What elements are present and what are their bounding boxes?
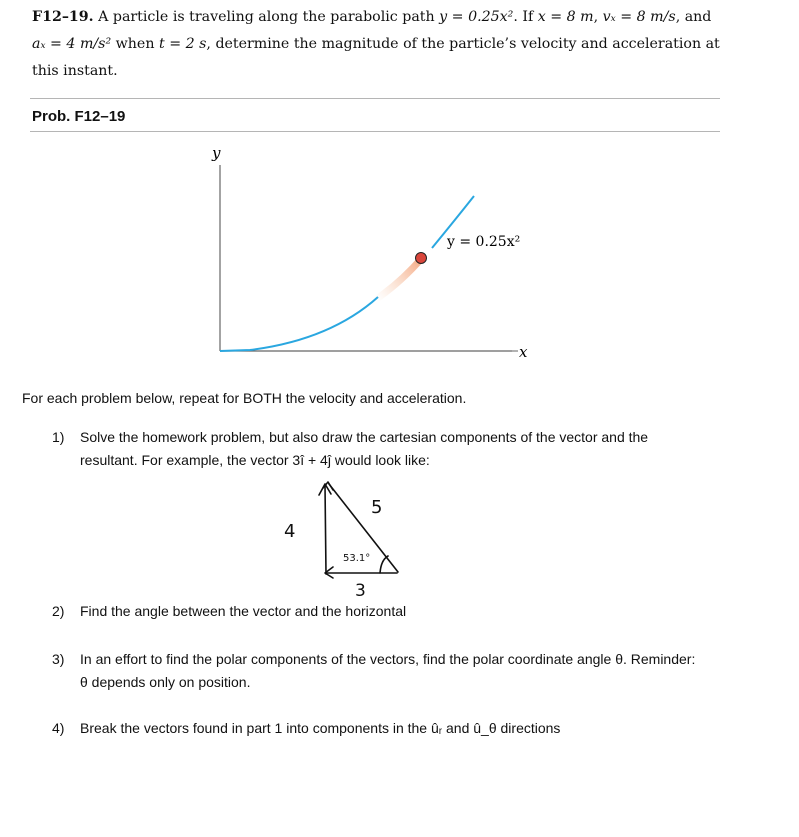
curve-label: y = 0.25x² [447,234,521,250]
sketch-hypotenuse-label: 5 [371,497,383,518]
parabola-curve [220,297,378,351]
sketch-angle-label: 53.1° [343,553,371,564]
x-value: x = 8 m [537,9,594,25]
particle [416,253,427,264]
item-line: Solve the homework problem, but also draw the cartesian components of the vector and the [80,429,649,445]
problem-text: , [593,9,603,25]
problem-text: , determine the magnitude of the particle’s velocity and acceleration at [206,36,720,52]
path-equation: y = 0.25x² [439,9,514,25]
figure-title: Prob. F12–19 [32,108,126,125]
item-number: 3) [52,651,65,667]
y-axis-label: y [212,144,221,162]
problem-line-3: this instant. [32,63,118,79]
sketch-horizontal-label: 3 [355,581,366,601]
problem-label: F12–19. [32,9,94,25]
item-text [80,600,750,623]
sketch-vertical-label: 4 [284,521,296,542]
problem-text: when [111,36,159,52]
item-line: Break the vectors found in part 1 into components in the ûᵣ and û_θ directions [80,720,561,736]
sketch-vertical-leg [325,485,326,574]
item-text [80,648,750,694]
item-number: 1) [52,429,65,445]
item-text [80,717,750,740]
problem-text: A particle is traveling along the parabolic path [98,9,440,25]
item-line: resultant. For example, the vector 3î + 4ĵ would look like: [80,452,430,468]
item-line: Find the angle between the vector and the horizontal [80,603,407,619]
problem-text: , and [675,9,712,25]
item-number: 4) [52,720,65,736]
t-value: t = 2 s [158,36,207,52]
x-axis-label: x [519,343,528,361]
ax-value: aₓ = 4 m/s² [32,36,112,52]
item-number: 2) [52,603,65,619]
problem-text: . If [513,9,538,25]
item-line: θ depends only on position. [80,674,251,690]
motion-trail [375,258,422,300]
vx-value: vₓ = 8 m/s [602,9,676,25]
instructions: For each problem below, repeat for BOTH the velocity and acceleration. [22,390,467,406]
item-line: In an effort to find the polar components of the vectors, find the polar coordinate angle θ. Reminder: [80,651,696,667]
item-text [80,426,750,472]
